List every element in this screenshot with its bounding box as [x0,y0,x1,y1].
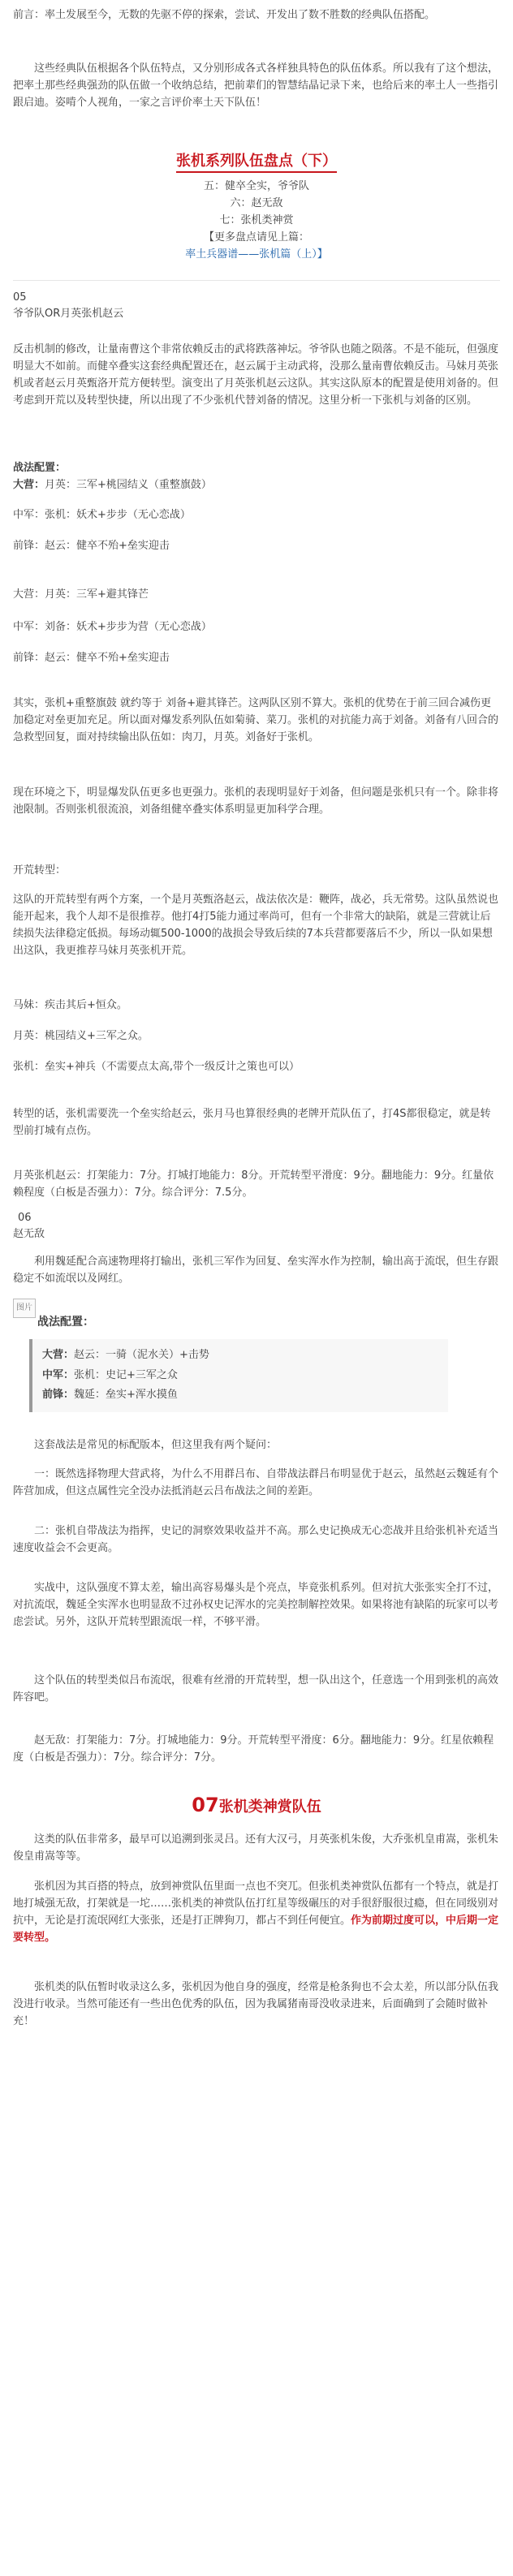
section-06-paragraph-2: 这套战法是常见的标配版本，但这里我有两个疑问： [34,1439,278,1451]
section-05-paragraph-1: 反击机制的修改，让量南曹这个非常依赖反击的武将跌落神坛。爷爷队也随之陨落。不是不能玩，但强度明显大不如前。而健卒叠实这套经典配置还在，赵云属于主动武将，没那么量南曹依赖反击。马妹月英张机或者赵云月英甄洛开荒方便转型。演变出了月英张机赵云这队。其实这队原本的配置是使用刘备的。但考虑到开荒以及转型快捷，所以出现了不少张机代替刘备的情况。这里分析一下张机与刘备的区别。 [13,343,499,407]
section-05-name: 爷爷队OR月英张机赵云 [13,308,124,320]
section-05-config-label: 战法配置： [13,462,67,474]
section-05-score: 月英张机赵云：打架能力：7分。打城打地能力：8分。开荒转型平滑度：9分。翻地能力：9分。红量依赖程度（白板是否强力）：7分。综合评分：7.5分。 [13,1170,494,1200]
config2-daying: 大营：月英：三军+避其锋芒 [13,588,149,601]
section-06-number: 06 [18,1212,32,1224]
section-05-turn-label: 开荒转型： [13,864,67,877]
section-06-question-1: 一：既然选择物理大营武将，为什么不用群吕布、自带战法群吕布明显优于赵云，虽然赵云魏延有个阵营加成，但这点属性完全没办法抵消赵云吕布战法之间的差距。 [13,1468,499,1498]
section-05-paragraph-4: 这队的开荒转型有两个方案，一个是月英甄洛赵云，战法依次是：鞭阵，战必，兵无常势。这队虽然说也能开起来，我个人却不是很推荐。他打4打5能力通过率尚可，但有一个非常大的缺陷，就是三营就让后续损失法律稳定低损。每场动辄500-1000的战损会导致后续的7本兵营都要落后不少，所以一队如果想出这队，我更推荐马妹月英张机开荒。 [13,894,499,958]
section-07-paragraph-3: 张机类的队伍暂时收录这么多，张机因为他自身的强度，经常是枪条狗也不会太差，所以部分队伍我没进行收录。当然可能还有一些出色优秀的队伍，因为我属猪南哥没收录进来，后面确到了会随时做补充！ [13,1981,499,2028]
intro-paragraph-1: 前言：率土发展至今，无数的先驱不停的探索，尝试、开发出了数不胜数的经典队伍搭配。 [13,9,436,21]
line-mamei: 马妹：疾击其后+恒众。 [13,999,127,1011]
divider [13,280,500,281]
series-link[interactable]: 率土兵器谱——张机篇（上）】 [185,248,328,261]
image-placeholder: 图片 [13,1299,36,1318]
box-qianfeng: 前锋：魏延：垒实+浑水摸鱼 [42,1389,178,1402]
section-06-config-box [29,1339,448,1412]
series-item-7: 七：张机类神赏 [219,214,294,227]
box-daying: 大营：赵云：一骑（泥水关）+击势 [42,1349,209,1361]
section-05-number: 05 [13,291,27,304]
line-yueying: 月英：桃园结义+三军之众。 [13,1030,149,1042]
section-05-paragraph-2: 其实，张机+重整旗鼓 就约等于 刘备+避其锋芒。这两队区别不算大。张机的优势在于前三回合减伤更加稳定对垒更加充足。所以面对爆发系列队伍如菊骑、菜刀。张机的对抗能力高于刘备。刘备有八回合的急救型回复，面对持续输出队伍如：肉刀，月英。刘备好于张机。 [13,697,499,744]
section-06-paragraph-3: 实战中，这队强度不算太差，输出高容易爆头是个亮点，毕竟张机系列。但对抗大张张实全打不过，对抗流氓，魏延全实浑水也明显敌不过孙权史记浑水的完美控制解控效果。如果将池有缺陷的玩家可以考虑尝试。另外，这队开荒转型跟流氓一样，不够平滑。 [13,1582,499,1629]
series-more-text: 【更多盘点请见上篇： [203,231,309,244]
section-06-score: 赵无敌：打架能力：7分。打城地能力：9分。开荒转型平滑度：6分。翻地能力：9分。红星依赖程度（白板是否强力）：7分。综合评分：7分。 [13,1734,494,1764]
series-block [13,149,500,263]
section-06-name: 赵无敌 [13,1228,45,1240]
series-title: 张机系列队伍盘点（下） [13,149,500,173]
config2-zhongjun: 中军：刘备：妖术+步步为营（无心恋战） [13,621,212,633]
config2-qianfeng: 前锋：赵云：健卒不殆+垒实迎击 [13,652,170,664]
config1-qianfeng: 前锋：赵云：健卒不殆+垒实迎击 [13,540,170,552]
section-05-paragraph-3: 现在环境之下，明显爆发队伍更多也更强力。张机的表现明显好于刘备，但问题是张机只有一个。除非将池限制。否则张机很流浪，刘备组健卒叠实体系明显更加科学合理。 [13,786,499,816]
section-06-paragraph-4: 这个队伍的转型类似吕布流氓，很难有丝滑的开荒转型，想一队出这个，任意选一个用到张机的高效阵容吧。 [13,1674,499,1704]
section-05-paragraph-5: 转型的话，张机需要洗一个垒实给赵云，张月马也算很经典的老牌开荒队伍了，打4S都很稳定，就是转型前打城有点伤。 [13,1108,491,1138]
config1-zhongjun: 中军：张机：妖术+步步（无心恋战） [13,509,191,521]
section-06-question-2: 二：张机自带战法为指挥，史记的洞察效果收益并不高。那么史记换成无心恋战并且给张机补充适当速度收益会不会更高。 [13,1525,499,1555]
section-06-box-title: 战法配置： [37,1316,94,1329]
section-07-paragraph-1: 这类的队伍非常多，最早可以追溯到张灵吕。还有大汉弓，月英张机朱俊，大乔张机皇甫嵩，张机朱俊皇甫嵩等等。 [13,1833,499,1863]
section-06-paragraph-1: 利用魏延配合高速物理将打输出，张机三军作为回复、垒实浑水作为控制，输出高于流氓，但生存跟稳定不如流氓以及网红。 [13,1256,499,1286]
config1-dayingg: 大营：月英：三军+桃园结义（重整旗鼓） [13,479,212,491]
box-zhongjun: 中军：张机：史记+三军之众 [42,1368,178,1381]
intro-paragraph-2: 这些经典队伍根据各个队伍特点，又分别形成各式各样独具特色的队伍体系。所以我有了这个想法，把率土那些经典强劲的队伍做一个收纳总结，把前辈们的智慧结晶记录下来，也给后来的率土人一些指引跟启迪。姿啃个人视角，一家之言评价率土天下队伍！ [13,62,499,110]
series-item-5: 五：健卒全实，爷爷队 [203,180,309,193]
section-07-paragraph-2: 张机因为其百搭的特点，放到神赏队伍里面一点也不突兀。但张机类神赏队伍都有一个特点，就是打地打城强无敌，打架就是一坨……张机类的神赏队伍打红星等级碾压的对手很舒服很过瘾，但在同级别对抗中，无论是打流氓网红大张张，还是打正牌狗刀，都占不到任何便宜。作为前期过度可以，中后期一定要转型。 [13,1880,499,1945]
section-07-title: 07张机类神赏队伍 [192,1794,321,1816]
series-item-6: 六：赵无敌 [230,197,283,210]
line-zhangji: 张机：垒实+神兵（不需要点太高,带个一级反计之策也可以） [13,1061,300,1073]
